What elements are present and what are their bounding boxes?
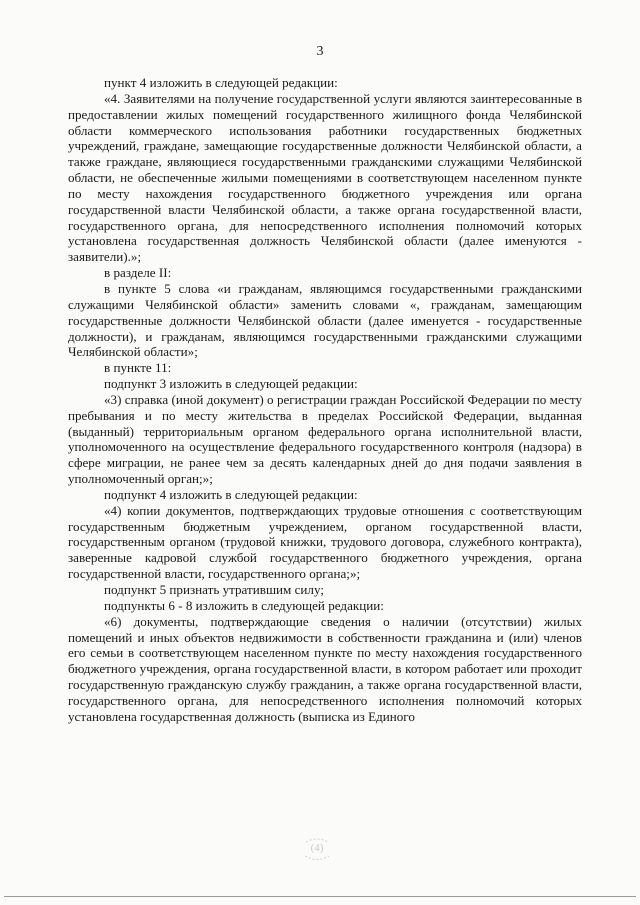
bottom-divider bbox=[4, 896, 636, 897]
seal-stamp bbox=[302, 836, 332, 862]
paragraph: подпункт 5 признать утратившим силу; bbox=[104, 582, 324, 597]
paragraph: подпункт 3 изложить в следующей редакции: bbox=[104, 376, 358, 392]
paragraph: подпункт 4 изложить в следующей редакции: bbox=[104, 486, 358, 502]
paragraph: пункт 4 изложить в следующей редакции: bbox=[104, 75, 338, 90]
paragraph: в пункте 5 слова «и гражданам, являющимся государственными гражданскими служащими Челябинской области» заменить словами «, гражданам, замещающим государственные должности Челябинской области (далее именуется - государственные должности), и гражданам, являющимся государственными гражданскими служащими Челябинской области»; bbox=[68, 280, 582, 360]
paragraph: «4) копии документов, подтверждающих трудовые отношения с соответствующим государственным бюджетным учреждением, органом государственной власти, государственным органом (трудовой книжки, трудового договора, служебного контракта), заверенные кадровой службой государственного бюджетного учреждения, органа государственной власти, государственного органа;»; bbox=[68, 502, 582, 582]
paragraph: «4. Заявителями на получение государственной услуги являются заинтересованные в предоставлении жилых помещений государственного жилищного фонда Челябинской области коммерческого использования работники государственных бюджетных учреждений, граждане, замещающие государственные должности Челябинской области, а также граждане, являющиеся государственными гражданскими служащими Челябинской области, не обеспеченные жилыми помещениями в соответствующем населенном пункте по месту нахождения государственного бюджетного учреждения или органа государственной власти Челябинской области, а также органа государственной власти, государственного органа, для непосредственного исполнения полномочий которых установлена государственная должность Челябинской области (далее именуются - заявители).»; bbox=[68, 90, 582, 265]
paragraph: в разделе II: bbox=[104, 265, 172, 281]
page-number: 3 bbox=[316, 44, 324, 59]
paragraph: в пункте 11: bbox=[104, 360, 172, 376]
paragraph: «3) справка (иной документ) о регистрации граждан Российской Федерации по месту пребывания и по месту жительства в пределах Российской Федерации, выданная (выданный) территориальным органом федерального органа исполнительной власти, уполномоченного на осуществление федерального государственного контроля (надзора) в сфере миграции, не ранее чем за десять календарных дней до дня подачи заявления в уполномоченный орган;»; bbox=[68, 391, 582, 487]
paragraph: «6) документы, подтверждающие сведения о наличии (отсутствии) жилых помещений и иных объектов недвижимости в собственности гражданина и (или) членов его семьи в соответствующем населенном пункте по месту нахождения государственного бюджетного учреждения, органа государственной власти, в котором работает или проходит государственную гражданскую службу гражданин, а также органа государственной власти, государственного органа, для непосредственного исполнения полномочий которых установлена государственная должность (выписка из Единого bbox=[68, 613, 582, 724]
paragraph: подпункты 6 - 8 изложить в следующей редакции: bbox=[104, 597, 384, 613]
document-body bbox=[68, 75, 582, 725]
seal-text: (4) bbox=[310, 842, 324, 854]
